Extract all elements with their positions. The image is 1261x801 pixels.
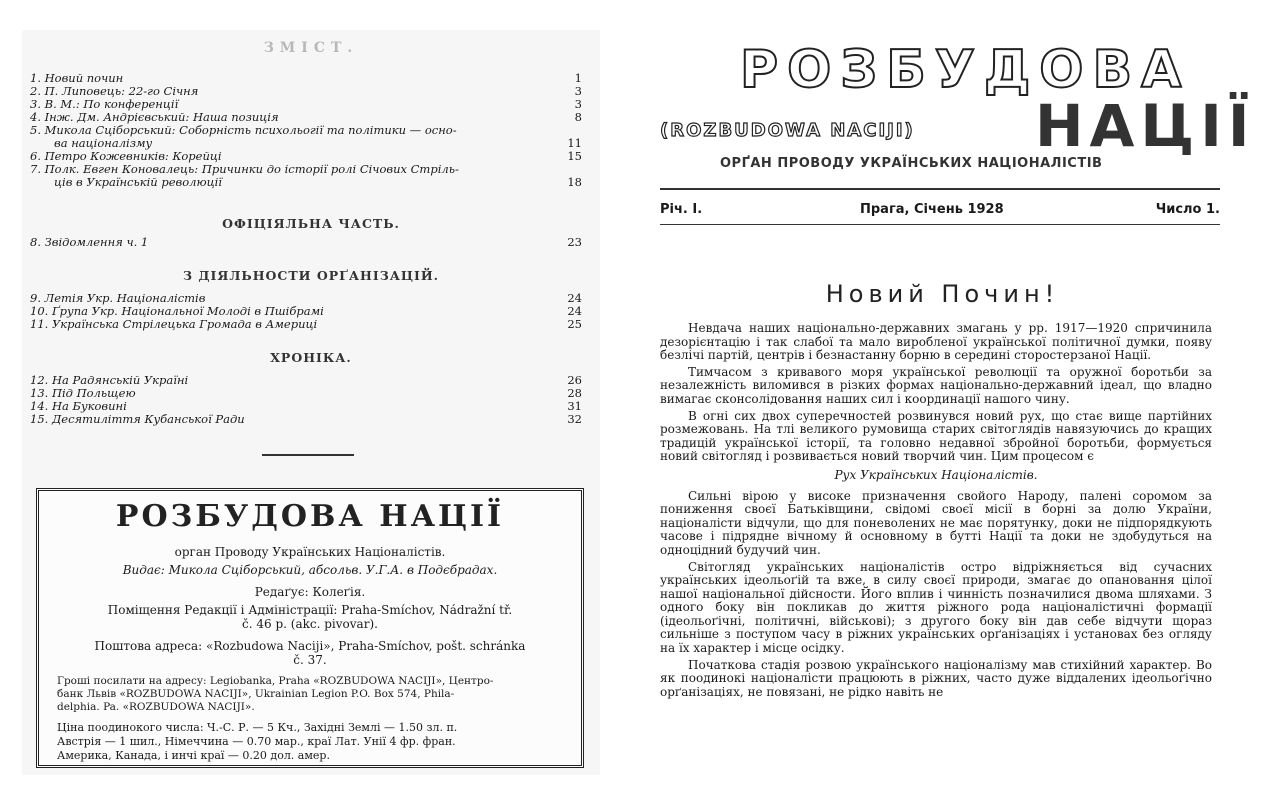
toc-entry-author: 4. Інж. Дм. Андрієвський: xyxy=(30,110,190,124)
paragraph: Сильні вірою у високе призначення свойого Народу, палені соромом за пониження своєї Батьківщини, свідомі своєї місії в борні за долю України, націоналісти відчули, що для поневолених не має порятунку, доки не підпорядкують часове і підрядне вічному й основному в бутті Нації та доки не здобудуться на одноцідний будучий чин. xyxy=(660,488,1212,557)
paragraph: В огні сих двох суперечностей розвинувся новий рух, що стає вище партійних розмежовань. На тлі великого румовища старих світоглядів навязуючись до кращих традицій української історії, та головно недавної збройної боротьби, формується новий світогляд і розвивається новий творчий чин. Цим процесом є xyxy=(660,408,1212,464)
toc-entry-author: 3. В. М.: xyxy=(30,97,80,111)
toc-entry-page: 32 xyxy=(567,412,582,426)
toc-entry-title-cont: ва націоналізму xyxy=(54,136,153,150)
toc-entry-text xyxy=(30,413,245,426)
toc-entry-title: ч. 1 xyxy=(126,235,149,249)
toc-organizations xyxy=(30,292,582,331)
section-official: ОФІЦІЯЛЬНА ЧАСТЬ. xyxy=(222,216,400,231)
imprint-office-2: č. 46 p. (akc. pivovar). xyxy=(242,617,378,631)
toc-entry-page: 3 xyxy=(574,97,582,111)
toc-entry-author: 5. Микола Сціборський: xyxy=(30,123,176,137)
paragraph: Тимчасом з кривавого моря української революції та оружної боротьби за незалежність виломився в різких формах національно-державний ідеал, що владно вимагає сконсолідовання наших сил і координації нашого чину. xyxy=(660,364,1212,406)
imprint-subtitle: орган Проводу Українських Націоналістів. xyxy=(174,545,446,559)
masthead-latin: (ROZBUDOWA NACIJI) xyxy=(660,120,915,141)
toc-entry-title: Соборність психольогії та політики — осно- xyxy=(179,123,457,137)
imprint-price-3: Америка, Канада, і инчі краї — 0.20 дол. амер. xyxy=(57,749,330,762)
toc-entry-author: 9. xyxy=(30,291,41,305)
toc-entry-title-cont: ців в Українській революції xyxy=(54,175,222,189)
masthead-title-1: РОЗБУДОВА xyxy=(740,40,1191,100)
imprint-price-1: Ціна поодинокого числа: Ч.-С. Р. — 5 Кч., Західні Землі — 1.50 зл. п. xyxy=(57,721,458,734)
toc-entry-author: 15. xyxy=(30,412,49,426)
toc-entry-page: 1 xyxy=(574,71,582,85)
toc-entry-author: 14. xyxy=(30,399,49,413)
imprint-office-1: Поміщення Редакції і Адміністрації: Praha-Smíchov, Nádražní tř. xyxy=(107,603,513,617)
imprint-money-3: delphia. Pa. «ROZBUDOWA NACIJI». xyxy=(57,701,255,713)
imprint-money-1: Гроші посилати на адресу: Legiobanka, Praha «ROZBUDOWA NACIJI», Центро- xyxy=(57,675,494,687)
toc-entry xyxy=(30,163,582,189)
section-organizations: З ДІЯЛЬНОСТИ ОРҐАНІЗАЦІЙ. xyxy=(183,268,439,283)
rule-top xyxy=(660,188,1220,190)
paragraph: Початкова стадія розвою українського націоналізму мав стихійний характер. Во як поодинокі націоналісти працюють в ріжних, часто дуже віддалених ідеольоґічно орґанізаціях, не повязані, не рідко навіть не xyxy=(660,657,1212,699)
toc-entry-page: 31 xyxy=(567,399,582,413)
toc-entry-page: 18 xyxy=(567,175,582,189)
toc-entry-title: На Буковині xyxy=(51,399,127,413)
toc-entry-author: 13. xyxy=(30,386,49,400)
toc-entry-page: 24 xyxy=(567,291,582,305)
toc-entry-title: Ґрупа Укр. Національної Молоді в Пшібрамі xyxy=(51,304,324,318)
center-heading: Рух Українських Націоналістів. xyxy=(834,467,1038,482)
imprint-money-2: банк Львів «ROZBUDOWA NACIJI», Ukrainian Legion P.O. Box 574, Phila- xyxy=(57,688,455,700)
toc-main xyxy=(30,72,582,189)
imprint-editor: Редаґує: Колеґія. xyxy=(254,585,366,599)
toc-entry-page: 25 xyxy=(567,317,582,331)
toc-entry-page: 26 xyxy=(567,373,582,387)
toc-entry-text xyxy=(30,236,148,249)
toc-entry-author: 8. Звідомлення xyxy=(30,235,123,249)
toc-entry-title: Корейці xyxy=(172,149,222,163)
toc-entry-page: 8 xyxy=(574,110,582,124)
toc-entry-title: По конференції xyxy=(83,97,179,111)
paragraph: Невдача наших національно-державних змагань у рр. 1917—1920 спричинила дезорієнтацію і так слабої та мало виробленої української політичної думки, появу безлічі партій, центрів і безнастанну борню в середині сторостерзаної Нації. xyxy=(660,321,1212,363)
toc-entry-title: Наша позиція xyxy=(192,110,279,124)
toc-entry-page: 3 xyxy=(574,84,582,98)
masthead-title-2: НАЦІЇ xyxy=(1035,92,1256,160)
toc-entry xyxy=(30,124,582,150)
imprint-publisher: Видає: Микола Сціборський, абсольв. У.Г.А. в Подєбрадах. xyxy=(122,563,498,577)
left-page xyxy=(22,30,600,775)
toc-entry-title: 22-го Січня xyxy=(128,84,199,98)
toc-entry-title: Причинки до історії ролі Січових Стріль- xyxy=(201,162,459,176)
imprint-price-2: Австрія — 1 шил., Німеччина — 0.70 мар., краї Лат. Унії 4 фр. фран. xyxy=(57,735,456,748)
toc-entry-page: 23 xyxy=(567,235,582,249)
paragraph: Світогляд українських націоналістів остро відріжняється від сучасних українських ідеольоґій та вже, в силу своєї природи, змагає до опановання цілої нашої національної дійсности. Його вплив і чинність позначилися двома шляхами. З одного боку він покликав до життя ріжного рода націоналістичні формації (ідеольоґічні, політичні, військові); з другого боку він дав себе відчути щораз сильніше з поступом часу в ріжних українських орґанізаціях і установах без огляду на їх характер і місце осідку. xyxy=(660,559,1212,656)
toc-chronicle xyxy=(30,374,582,426)
rule-bottom xyxy=(660,224,1220,225)
toc-entry xyxy=(30,236,582,249)
toc-entry-title: Новий почин xyxy=(44,71,124,85)
toc-entry-title: Десятиліття Кубанської Ради xyxy=(51,412,245,426)
toc-entry-page: 28 xyxy=(567,386,582,400)
toc-official xyxy=(30,236,582,249)
imprint-postal-1: Поштова адреса: «Rozbudowa Naciji», Praha-Smíchov, pošt. schránka xyxy=(94,639,526,653)
toc-entry xyxy=(30,318,582,331)
issue-place-date: Прага, Січень 1928 xyxy=(860,202,1004,217)
masthead-organ: ОРҐАН ПРОВОДУ УКРАЇНСЬКИХ НАЦІОНАЛІСТІВ xyxy=(720,156,1103,171)
toc-entry-title: Летія Укр. Націоналістів xyxy=(44,291,206,305)
toc-entry-page: 24 xyxy=(567,304,582,318)
article-body xyxy=(660,322,1212,702)
toc-entry-author: 6. Петро Кожевників: xyxy=(30,149,169,163)
issue-number: Число 1. xyxy=(1155,202,1220,217)
toc-entry xyxy=(30,413,582,426)
toc-entry-author: 11. xyxy=(30,317,49,331)
section-chronicle: ХРОНІКА. xyxy=(270,350,352,365)
toc-entry-author: 2. П. Липовець: xyxy=(30,84,125,98)
toc-entry-title: Під Польщею xyxy=(51,386,136,400)
right-page xyxy=(650,30,1256,790)
toc-entry-page: 11 xyxy=(567,136,582,150)
toc-entry-title: Українська Стрілецька Громада в Америці xyxy=(51,317,318,331)
toc-entry-author: 1. xyxy=(30,71,41,85)
issue-year: Річ. І. xyxy=(660,202,703,217)
toc-entry-author: 7. Полк. Евген Коновалець: xyxy=(30,162,199,176)
toc-entry-author: 10. xyxy=(30,304,49,318)
imprint-box xyxy=(36,488,584,768)
article-title: Новий Почин! xyxy=(825,280,1060,308)
toc-entry-author: 12. xyxy=(30,373,49,387)
toc-entry-title: На Радянській Україні xyxy=(51,373,189,387)
imprint-title: РОЗБУДОВА НАЦІЇ xyxy=(115,499,505,534)
toc-entry-page: 15 xyxy=(567,149,582,163)
imprint-postal-2: č. 37. xyxy=(293,653,327,667)
toc-entry-text xyxy=(30,318,317,331)
toc-title: ЗМІСТ. xyxy=(263,40,359,56)
divider xyxy=(262,454,354,456)
